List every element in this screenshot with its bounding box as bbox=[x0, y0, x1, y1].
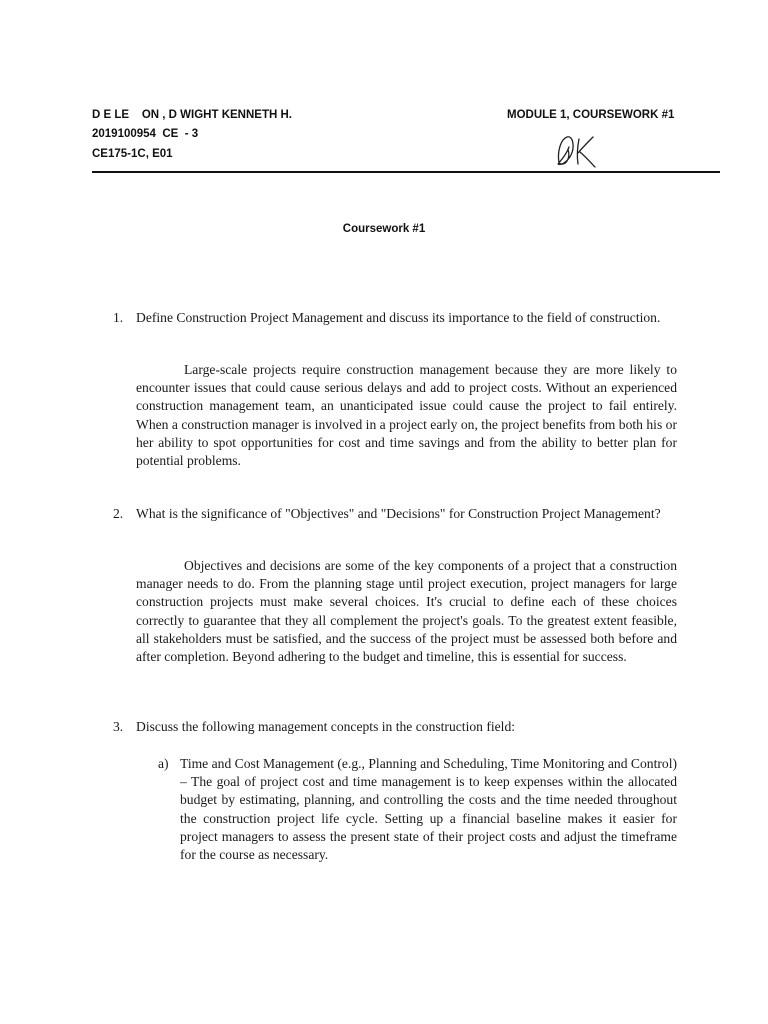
module-label: MODULE 1, COURSEWORK #1 bbox=[507, 109, 675, 121]
student-name: D E LE ON , D WIGHT KENNETH H. bbox=[92, 109, 292, 121]
question-number: 2. bbox=[113, 506, 124, 521]
question-number: 1. bbox=[113, 310, 124, 325]
course-section: CE175-1C, E01 bbox=[92, 148, 173, 160]
answer-paragraph: Large-scale projects require construction management because they are more likely to encounter issues that could cause serious delays and add to project costs. Without an experienced construction management team, an unanticipated issue could cause the project to fail entirely. When a construction manager is involved in a project early on, the project benefits from both his or her ability to spot opportunities for cost and time savings and from the ability to better plan for potential problems. bbox=[136, 362, 677, 469]
question-text: Define Construction Project Management and discuss its importance to the field of construction. bbox=[136, 310, 661, 325]
question-number: 3. bbox=[113, 719, 124, 734]
subitem-text: Time and Cost Management (e.g., Planning and Scheduling, Time Monitoring and Control) – The goal of project cost and time management is to keep expenses within the allocated budget by estimating, planning, and controlling the costs and the time needed throughout the construction project life cycle. Setting up a financial baseline makes it easier for project managers to assess the present state of their project costs and adjust the timeframe for the course as necessary. bbox=[180, 756, 677, 863]
answer-paragraph: Objectives and decisions are some of the key components of a project that a construction manager needs to do. From the planning stage until project execution, project managers for large construction projects must make several choices. It's crucial to define each of these choices correctly to guarantee that they all complement the project's goals. To the greatest extent feasible, all stakeholders must be satisfied, and the success of the project must be assessed both before and after completion. Beyond adhering to the budget and timeline, this is essential for success. bbox=[136, 558, 677, 665]
student-id: 2019100954 CE - 3 bbox=[92, 128, 199, 140]
header-divider bbox=[92, 171, 720, 173]
signature-image bbox=[553, 133, 605, 169]
question-text: What is the significance of "Objectives" and "Decisions" for Construction Project Management? bbox=[136, 506, 661, 521]
subitem-letter: a) bbox=[158, 756, 169, 771]
question-text: Discuss the following management concepts in the construction field: bbox=[136, 719, 516, 734]
document-title: Coursework #1 bbox=[342, 223, 426, 235]
